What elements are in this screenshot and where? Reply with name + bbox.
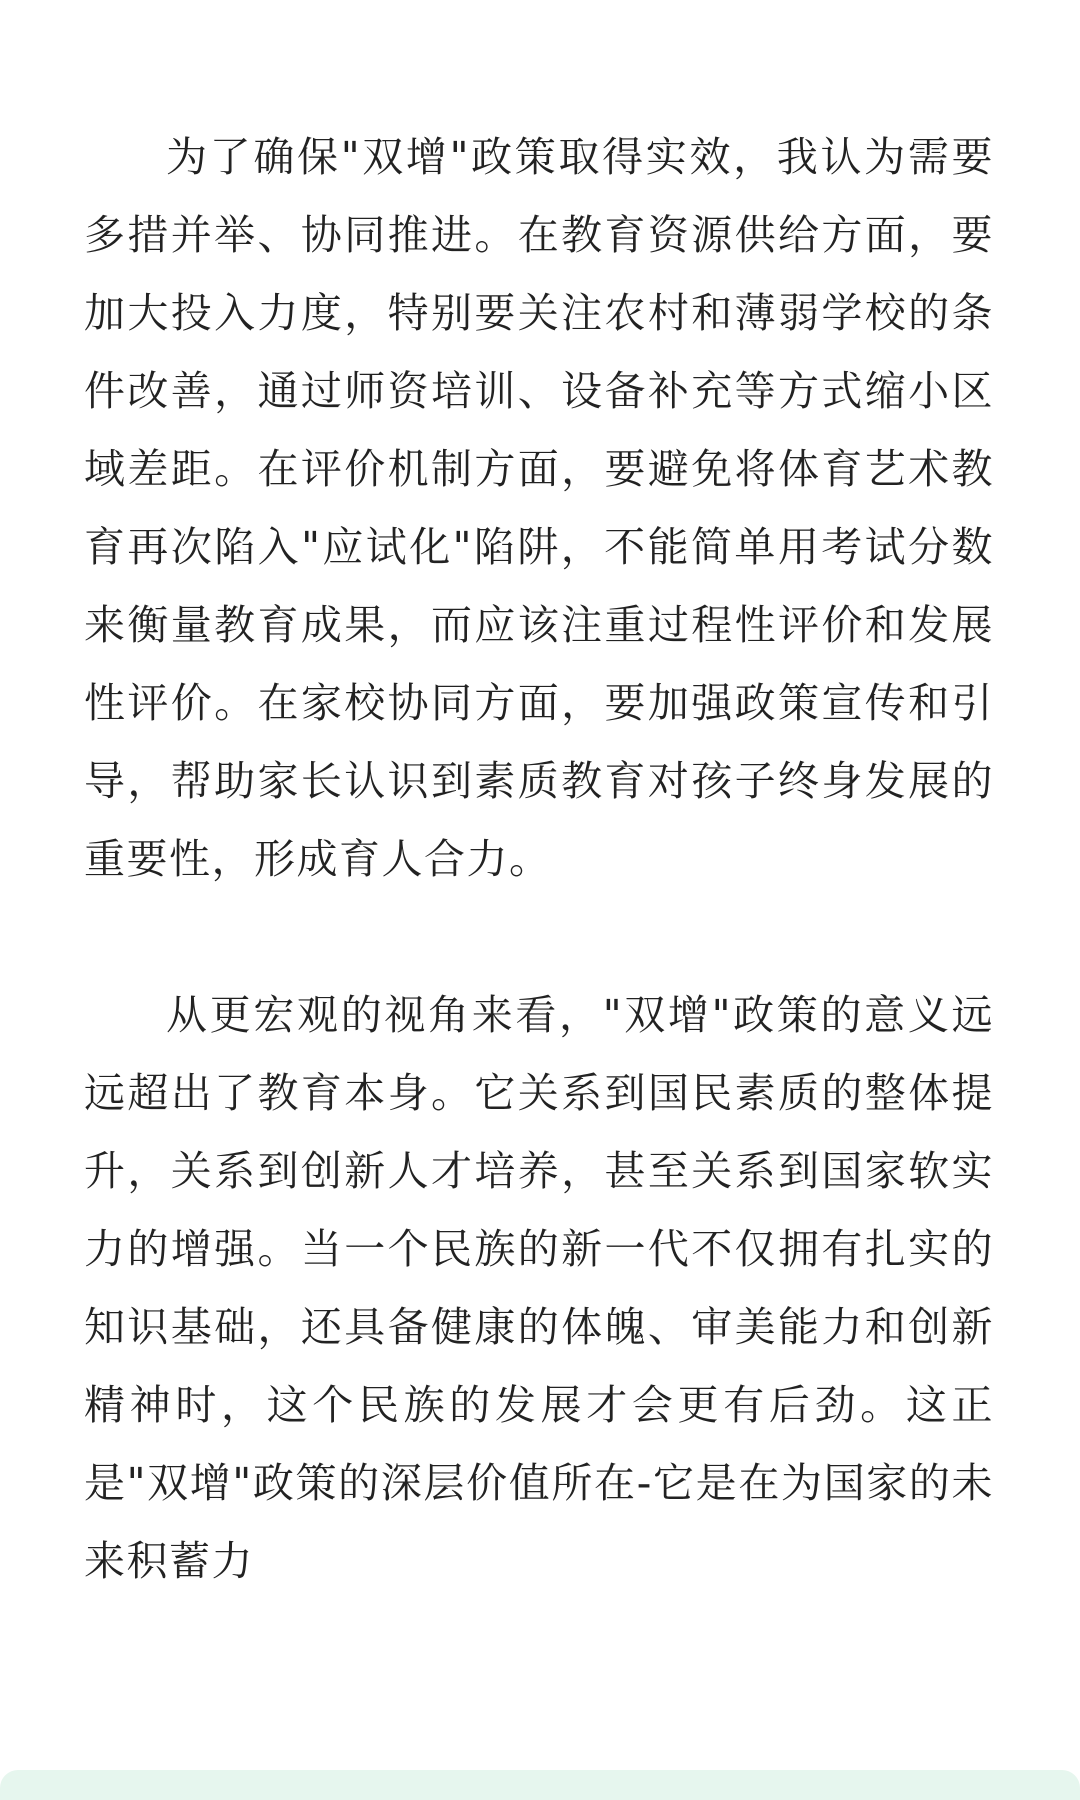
article-body [84, 118, 994, 1600]
paragraph-2: 从更宏观的视角来看，"双增"政策的意义远远超出了教育本身。它关系到国民素质的整体提升，关系到创新人才培养，甚至关系到国家软实力的增强。当一个民族的新一代不仅拥有扎实的知识基础，还具备健康的体魄、审美能力和创新精神时，这个民族的发展才会更有后劲。这正是"双增"政策的深层价值所在-它是在为国家的未来积蓄力 [84, 991, 994, 1585]
bottom-panel-edge [0, 1770, 1080, 1800]
paragraph-1: 为了确保"双增"政策取得实效，我认为需要多措并举、协同推进。在教育资源供给方面，要加大投入力度，特别要关注农村和薄弱学校的条件改善，通过师资培训、设备补充等方式缩小区域差距。在评价机制方面，要避免将体育艺术教育再次陷入"应试化"陷阱，不能简单用考试分数来衡量教育成果，而应该注重过程性评价和发展性评价。在家校协同方面，要加强政策宣传和引导，帮助家长认识到素质教育对孩子终身发展的重要性，形成育人合力。 [84, 133, 994, 883]
